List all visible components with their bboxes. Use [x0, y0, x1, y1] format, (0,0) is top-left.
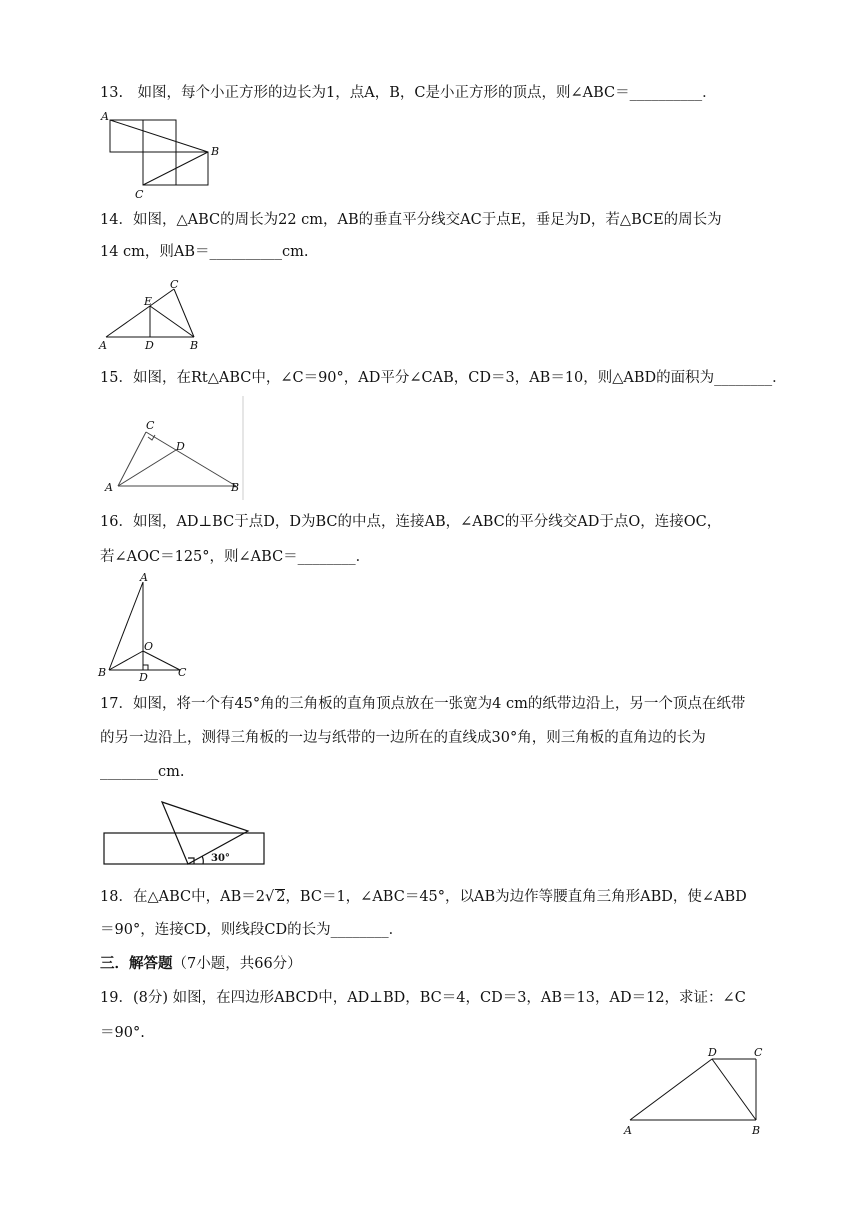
- q16-label-a: A: [140, 571, 148, 584]
- q19-line-2: ＝90°.: [100, 1025, 145, 1041]
- q17-angle-label: 30°: [211, 853, 230, 864]
- q14-label-c: C: [170, 278, 179, 291]
- q15-label-a: A: [105, 481, 113, 494]
- q18-sqrt-radicand: 2: [276, 889, 286, 905]
- q15-label-c: C: [146, 419, 155, 432]
- q16-label-o: O: [144, 640, 154, 653]
- q14-label-d: D: [145, 339, 154, 351]
- q13-label-a: A: [101, 110, 109, 123]
- q19-label-b: B: [752, 1124, 761, 1137]
- q19-figure: [620, 1040, 770, 1138]
- q14-label-a: A: [99, 339, 107, 351]
- q15-label-d: D: [176, 440, 185, 453]
- q15-label-b: B: [231, 481, 240, 494]
- q15-figure: [100, 394, 250, 502]
- q19-label-c: C: [754, 1046, 763, 1059]
- q13-label-b: B: [211, 145, 220, 158]
- q19-label-d: D: [708, 1046, 717, 1059]
- q15-text: 15．如图，在Rt△ABC中，∠C＝90°，AD平分∠CAB，CD＝3，AB＝10，则△ABD的面积为________．: [100, 370, 787, 386]
- q18-line-1: [100, 889, 747, 905]
- q13-label-c: C: [135, 188, 144, 201]
- q13-text: 13. 如图，每个小正方形的边长为1，点A，B，C是小正方形的顶点，则∠ABC＝__________．: [100, 85, 717, 101]
- section-3-note: （7小题，共66分）: [172, 956, 302, 972]
- q16-line-1: 16．如图，AD⊥BC于点D，D为BC的中点，连接AB，∠ABC的平分线交AD于点O，连接OC，: [100, 514, 722, 530]
- q14-line-2: 14 cm，则AB＝__________cm.: [100, 244, 309, 260]
- q16-figure: [96, 570, 191, 682]
- q14-line-1: 14．如图，△ABC的周长为22 cm，AB的垂直平分线交AC于点E，垂足为D，若△BCE的周长为: [100, 212, 722, 228]
- q17-line-3: ________cm.: [100, 764, 185, 780]
- q16-line-2: 若∠AOC＝125°，则∠ABC＝________．: [100, 549, 371, 565]
- section-3-heading: [100, 957, 302, 972]
- q14-figure: [98, 275, 208, 351]
- q19-label-a: A: [624, 1124, 632, 1137]
- q17-line-2: 的另一边沿上，测得三角板的一边与纸带的一边所在的直线成30°角，则三角板的直角边的长为: [100, 730, 706, 746]
- section-3-title: 三．解答题: [100, 955, 173, 972]
- q19-line-1: 19．(8分) 如图，在四边形ABCD中，AD⊥BD，BC＝4，CD＝3，AB＝13，AD＝12，求证：∠C: [100, 990, 746, 1006]
- q16-label-d: D: [139, 671, 148, 682]
- q18-sqrt-sign: √: [264, 889, 275, 905]
- q18-line-1-post: ，BC＝1，∠ABC＝45°，以AB为边作等腰直角三角形ABD，使∠ABD: [285, 889, 747, 905]
- q18-line-2: ＝90°，连接CD，则线段CD的长为________．: [100, 922, 404, 938]
- q13-figure: [100, 110, 230, 202]
- q17-figure: [100, 798, 270, 870]
- q16-label-c: C: [178, 666, 187, 679]
- q18-line-1-pre: 18．在△ABC中，AB＝2: [100, 889, 265, 905]
- q14-label-b: B: [190, 339, 199, 351]
- q14-label-e: E: [144, 295, 153, 308]
- q16-label-b: B: [98, 666, 107, 679]
- q17-line-1: 17．如图，将一个有45°角的三角板的直角顶点放在一张宽为4 cm的纸带边沿上，另一个顶点在纸带: [100, 696, 746, 712]
